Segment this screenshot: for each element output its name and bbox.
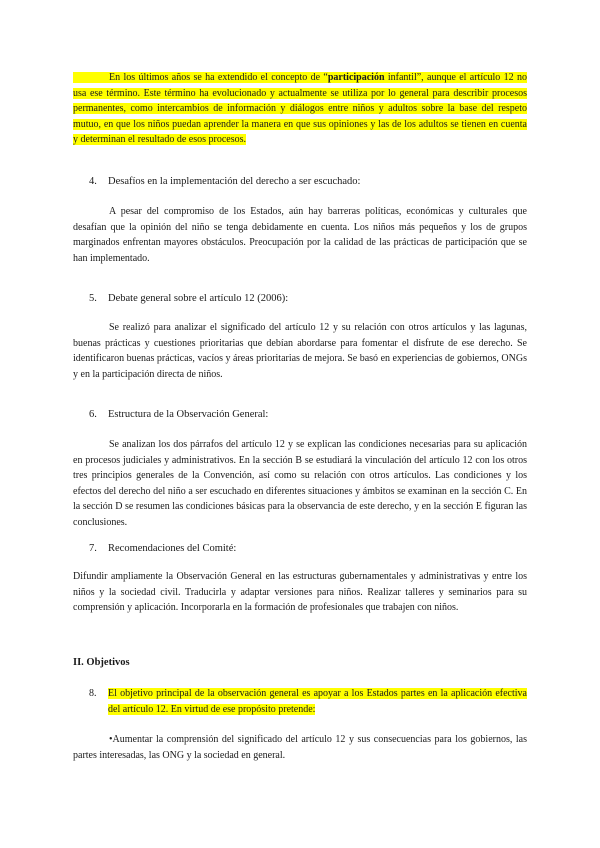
highlighted-text: El objetivo principal de la observación general es apoyar a los Estados partes en la aplicación efectiva del artículo 12. En virtud de ese propósito pretende: — [108, 688, 527, 715]
item-7-title: 7. Recomendaciones del Comité: — [89, 543, 237, 554]
item-number: 5. — [89, 293, 97, 304]
paragraph-debate-general: Se realizó para analizar el significado del artículo 12 y su relación con otros artículos y las lagunas, buenas prácticas y cuestiones prioritarias que debían abordarse para fomentar el disfrute de ese derecho. Se identificaron buenas prácticas, vacíos y áreas prioritarias de mejora. Se basó en experiencias de gobiernos, ONGs y en la participación directa de niños. — [73, 322, 527, 380]
item-number: 4. — [89, 176, 97, 187]
highlighted-text: En los últimos años se ha extendido el concepto de “participación infantil”, aunque el artículo 12 no usa ese término. Este término ha evolucionado y actualmente se utiliza por lo general para describir procesos permanentes, como intercambios de información y diálogos entre niños y adultos sobre la base del respeto mutuo, en que los niños puedan aprender la manera en que sus opiniones y las de los adultos se tienen en cuenta y determinan el resultado de esos procesos. — [73, 72, 527, 145]
bold-term: participación — [327, 72, 385, 83]
item-8-paragraph — [89, 686, 527, 718]
paragraph-estructura: Se analizan los dos párrafos del artículo 12 y se explican las condiciones necesarias para su aplicación en procesos judiciales y administrativos. En la sección B se estudiará la vinculación del artículo 12 con los otros tres principios generales de la Convención, así como su relación con otros artículos. Las condiciones y los efectos del derecho del niño a ser escuchado en diferentes situaciones y ámbitos se examinan en la sección C. En la sección D se resumen las condiciones básicas para la observancia de este derecho, y en la sección E figuran las conclusiones. — [73, 439, 527, 528]
item-4-title: 4. Desafíos en la implementación del derecho a ser escuchado: — [89, 176, 361, 187]
paragraph-participacion-infantil — [73, 70, 527, 148]
item-5-title: 5. Debate general sobre el artículo 12 (2006): — [89, 293, 289, 304]
paragraph-desafios: A pesar del compromiso de los Estados, aún hay barreras políticas, económicas y culturales que desafían que la opinión del niño se tenga debidamente en cuenta. Los niños más pequeños y los de grupos marginados enfrentan mayores obstáculos. Preocupación por la calidad de las prácticas de participación que se han implementado. — [73, 206, 527, 264]
paragraph-recomendaciones: Difundir ampliamente la Observación General en las estructuras gubernamentales y administrativas y entre los niños y la sociedad civil. Traducirla y adaptar versiones para niños. Realizar talleres y seminarios para su comprensión y aplicación. Incorporarla en la formación de profesionales que trabajen con niños. — [73, 571, 527, 613]
bullet-paragraph: •Aumentar la comprensión del significado del artículo 12 y sus consecuencias para los gobiernos, las partes interesadas, las ONG y la sociedad en general. — [73, 734, 527, 761]
section-heading: II. Objetivos — [73, 657, 130, 668]
item-number: 6. — [89, 409, 97, 420]
item-6-title: 6. Estructura de la Observación General: — [89, 409, 269, 420]
item-number: 7. — [89, 543, 97, 554]
item-number: 8. — [89, 688, 97, 699]
